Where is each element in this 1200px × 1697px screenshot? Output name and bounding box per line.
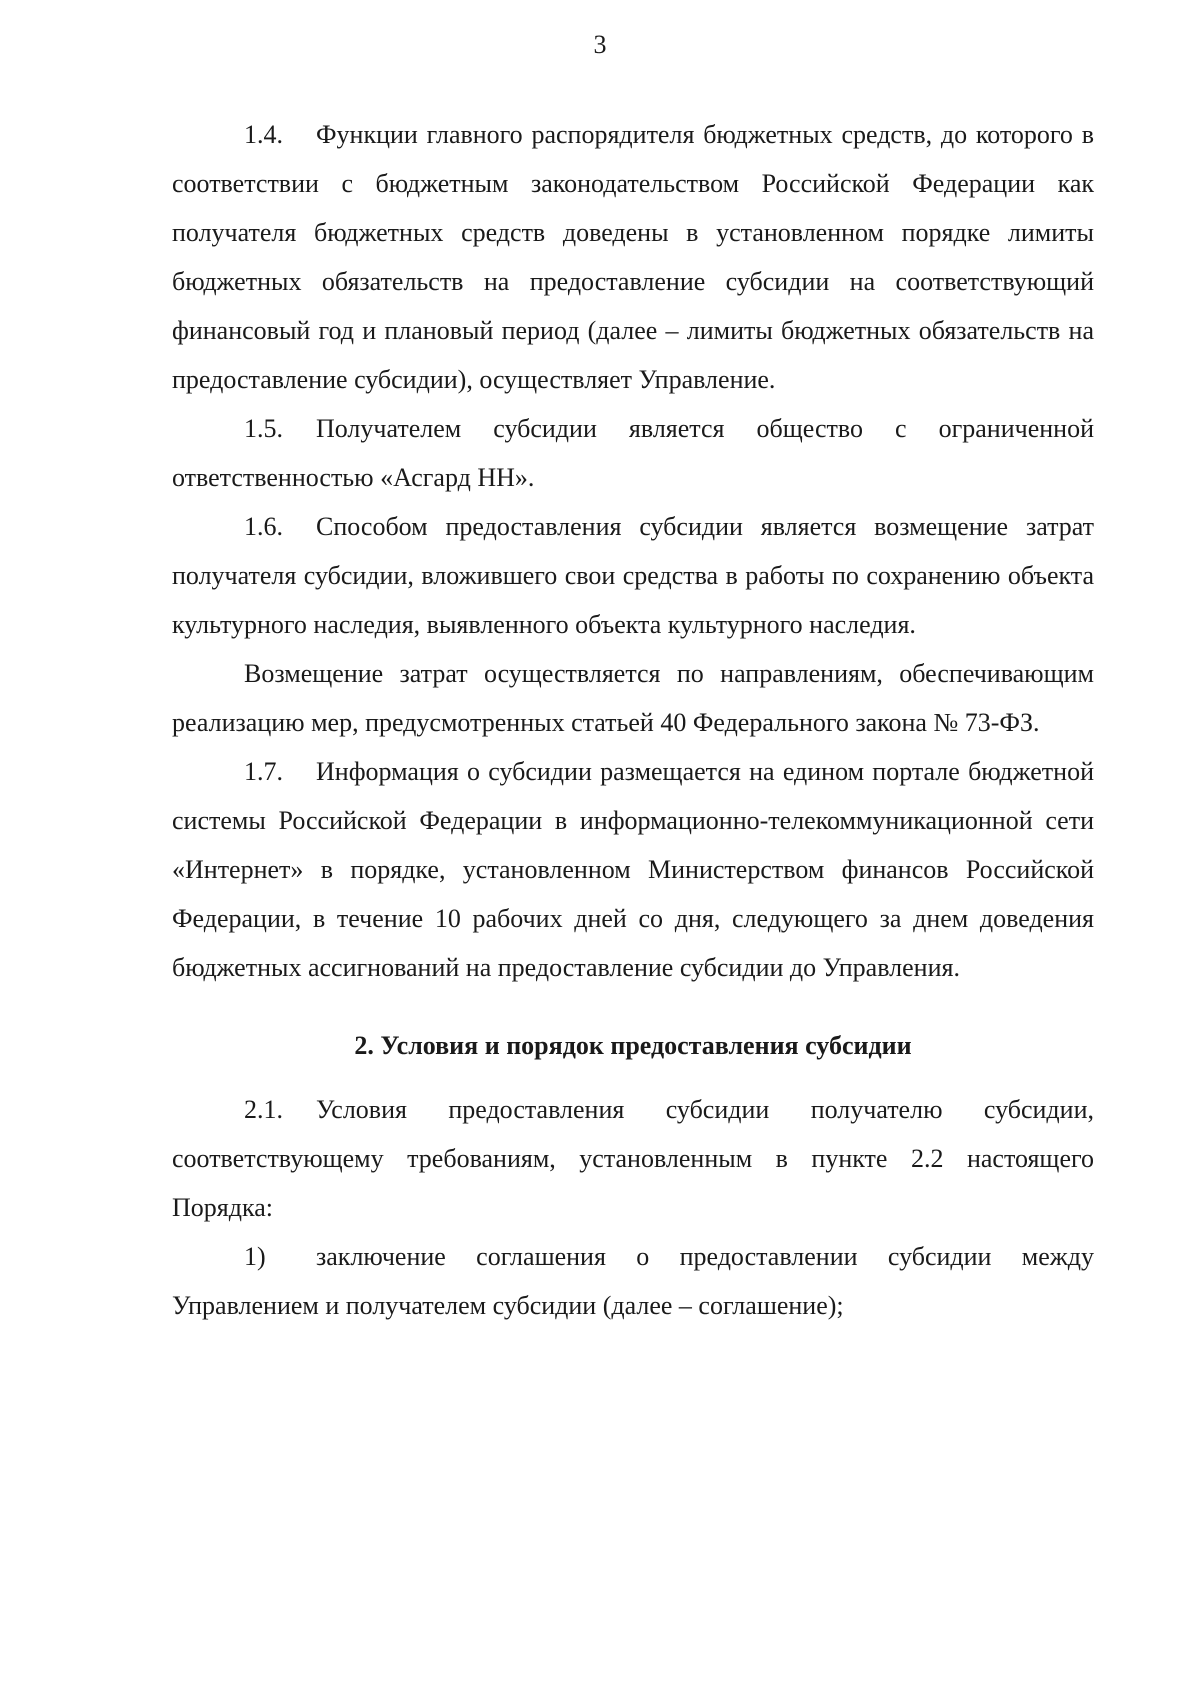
paragraph-1-5 — [172, 404, 1094, 502]
paragraph-number: 1.6. — [244, 512, 283, 541]
paragraph-1-6 — [172, 502, 1094, 649]
page-number: 3 — [593, 30, 607, 59]
list-item-number: 1) — [244, 1242, 266, 1271]
paragraph-number: 1.4. — [244, 120, 283, 149]
paragraph-number: 1.7. — [244, 757, 283, 786]
paragraph-text: Информация о субсидии размещается на едином портале бюджетной системы Российской Федерации в информационно-телекоммуникационной сети «Интернет» в порядке, установленном Министерством финансов Российской Федерации, в течение 10 рабочих дней со дня, следующего за днем доведения бюджетных ассигнований на предоставление субсидии до Управления. — [172, 757, 1094, 982]
paragraph-cost-reimbursement — [172, 649, 1094, 747]
paragraph-text: Способом предоставления субсидии является возмещение затрат получателя субсидии, вложившего свои средства в работы по сохранению объекта культурного наследия, выявленного объекта культурного наследия. — [172, 512, 1094, 639]
paragraph-text: Получателем субсидии является общество с ограниченной ответственностью «Асгард НН». — [172, 414, 1094, 492]
paragraph-text: Условия предоставления субсидии получателю субсидии, соответствующему требованиям, установленным в пункте 2.2 настоящего Порядка: — [172, 1095, 1094, 1222]
paragraph-1-4 — [172, 110, 1094, 404]
paragraph-1-7 — [172, 747, 1094, 992]
document-body — [172, 110, 1094, 1330]
section-heading: 2. Условия и порядок предоставления субсидии — [354, 1031, 912, 1060]
list-item-text: заключение соглашения о предоставлении субсидии между Управлением и получателем субсидии (далее – соглашение); — [172, 1242, 1094, 1320]
list-item-1 — [172, 1232, 1094, 1330]
paragraph-2-1 — [172, 1085, 1094, 1232]
paragraph-number: 1.5. — [244, 414, 283, 443]
paragraph-number: 2.1. — [244, 1095, 283, 1124]
paragraph-text: Возмещение затрат осуществляется по направлениям, обеспечивающим реализацию мер, предусмотренных статьей 40 Федерального закона № 73-ФЗ. — [172, 659, 1094, 737]
paragraph-text: Функции главного распорядителя бюджетных средств, до которого в соответствии с бюджетным законодательством Российской Федерации как получателя бюджетных средств доведены в установленном порядке лимиты бюджетных обязательств на предоставление субсидии на соответствующий финансовый год и плановый период (далее – лимиты бюджетных обязательств на предоставление субсидии), осуществляет Управление. — [172, 120, 1094, 394]
